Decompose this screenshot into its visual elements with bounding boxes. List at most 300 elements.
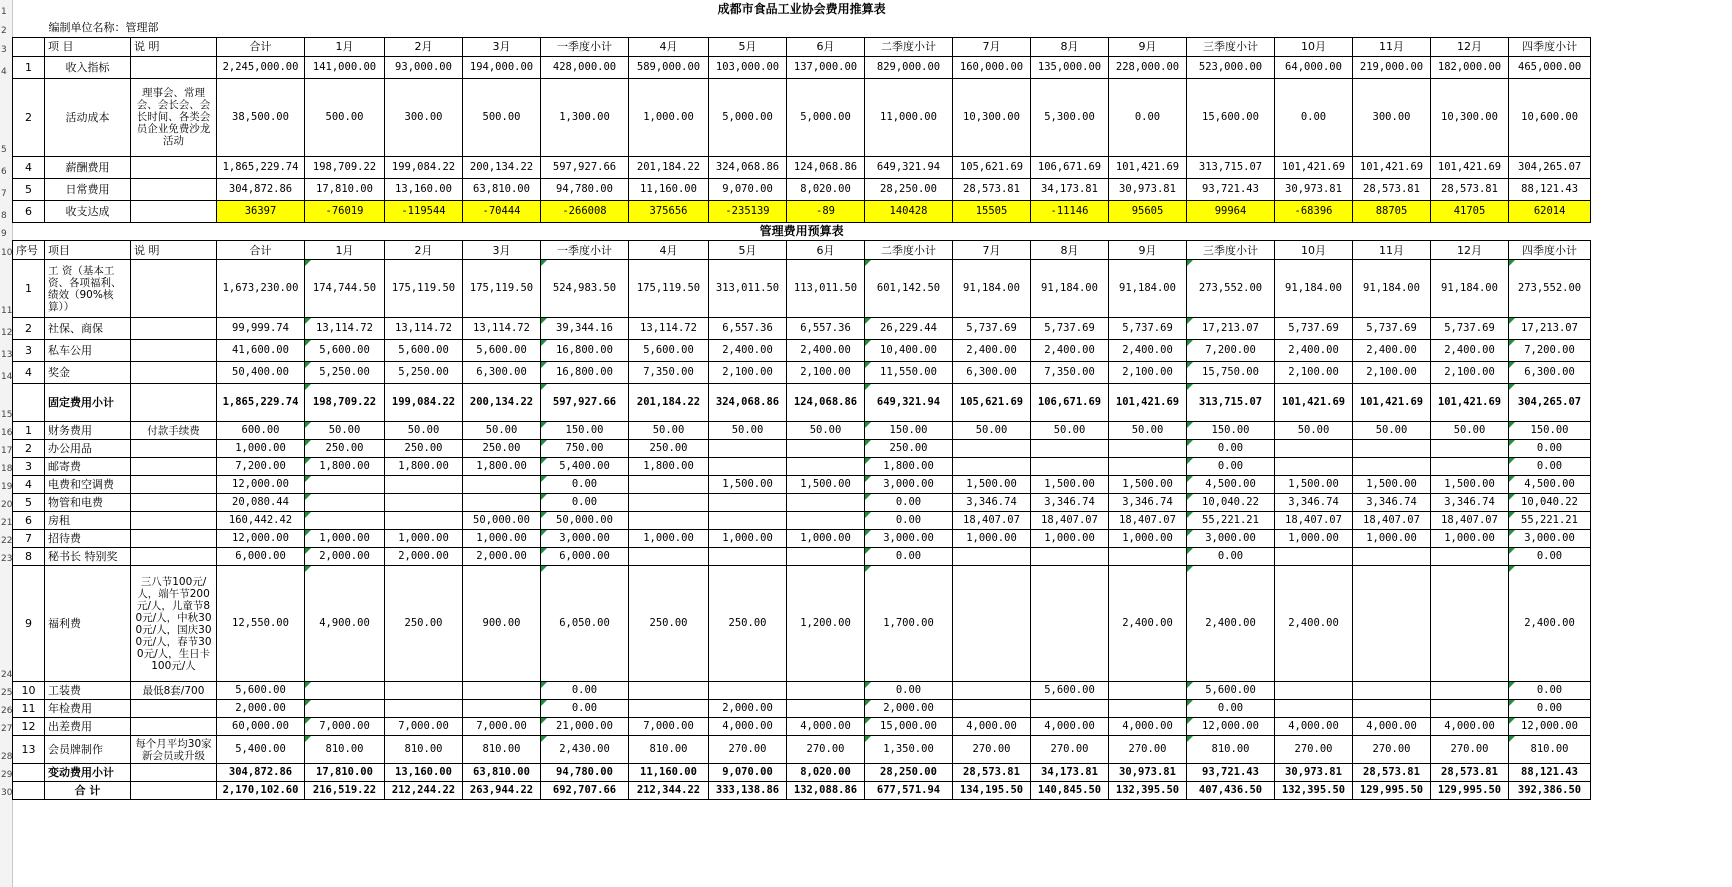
row-number[interactable]: 19 xyxy=(1,482,13,492)
header-cell[interactable]: 三季度小计 xyxy=(1187,37,1275,56)
value-cell[interactable]: 6,000.00 xyxy=(217,548,305,566)
value-cell[interactable] xyxy=(1275,440,1353,458)
row-number[interactable]: 30 xyxy=(1,788,13,798)
value-cell[interactable]: 263,944.22 xyxy=(463,782,541,800)
value-cell[interactable]: 1,350.00 xyxy=(865,736,953,764)
value-cell[interactable] xyxy=(953,566,1031,682)
value-cell[interactable]: 200,134.22 xyxy=(463,156,541,178)
seq-cell[interactable]: 1 xyxy=(13,422,45,440)
value-cell[interactable] xyxy=(787,700,865,718)
seq-cell[interactable]: 1 xyxy=(13,260,45,318)
seq-cell[interactable]: 6 xyxy=(13,200,45,222)
value-cell[interactable]: 50.00 xyxy=(787,422,865,440)
value-cell[interactable]: 270.00 xyxy=(1431,736,1509,764)
value-cell[interactable]: 201,184.22 xyxy=(629,384,709,422)
value-cell[interactable] xyxy=(1275,548,1353,566)
value-cell[interactable]: 313,715.07 xyxy=(1187,156,1275,178)
header-cell[interactable]: 10月 xyxy=(1275,37,1353,56)
item-cell[interactable]: 收支达成 xyxy=(45,200,131,222)
row-number[interactable]: 17 xyxy=(1,446,13,456)
value-cell[interactable]: 99964 xyxy=(1187,200,1275,222)
value-cell[interactable] xyxy=(1353,566,1431,682)
item-cell[interactable]: 日常费用 xyxy=(45,178,131,200)
value-cell[interactable]: 0.00 xyxy=(1509,458,1591,476)
value-cell[interactable]: 5,400.00 xyxy=(541,458,629,476)
value-cell[interactable]: 829,000.00 xyxy=(865,56,953,78)
header-cell[interactable]: 1月 xyxy=(305,37,385,56)
value-cell[interactable] xyxy=(1431,700,1509,718)
item-cell[interactable]: 出差费用 xyxy=(45,718,131,736)
value-cell[interactable]: 1,673,230.00 xyxy=(217,260,305,318)
header-cell[interactable]: 2月 xyxy=(385,241,463,260)
value-cell[interactable]: 18,407.07 xyxy=(1109,512,1187,530)
value-cell[interactable]: 28,573.81 xyxy=(1431,178,1509,200)
value-cell[interactable] xyxy=(709,548,787,566)
value-cell[interactable]: 11,000.00 xyxy=(865,78,953,156)
value-cell[interactable]: 2,400.00 xyxy=(1109,566,1187,682)
value-cell[interactable]: 250.00 xyxy=(305,440,385,458)
value-cell[interactable]: 17,810.00 xyxy=(305,178,385,200)
header-cell[interactable]: 合计 xyxy=(217,37,305,56)
value-cell[interactable] xyxy=(629,512,709,530)
value-cell[interactable]: 1,500.00 xyxy=(709,476,787,494)
seq-cell[interactable]: 9 xyxy=(13,566,45,682)
value-cell[interactable]: 5,300.00 xyxy=(1031,78,1109,156)
value-cell[interactable]: 3,346.74 xyxy=(1431,494,1509,512)
value-cell[interactable]: 523,000.00 xyxy=(1187,56,1275,78)
value-cell[interactable]: 228,000.00 xyxy=(1109,56,1187,78)
value-cell[interactable]: 34,173.81 xyxy=(1031,764,1109,782)
row-number[interactable]: 16 xyxy=(1,428,13,438)
value-cell[interactable]: -266008 xyxy=(541,200,629,222)
value-cell[interactable]: 0.00 xyxy=(1275,78,1353,156)
value-cell[interactable]: 1,000.00 xyxy=(1275,530,1353,548)
header-cell[interactable]: 2月 xyxy=(385,37,463,56)
value-cell[interactable]: 270.00 xyxy=(1109,736,1187,764)
value-cell[interactable]: 0.00 xyxy=(865,494,953,512)
empty-cell[interactable] xyxy=(1431,18,1509,37)
item-cell[interactable]: 电费和空调费 xyxy=(45,476,131,494)
value-cell[interactable] xyxy=(1431,682,1509,700)
value-cell[interactable]: 0.00 xyxy=(1109,78,1187,156)
note-cell[interactable]: 付款手续费 xyxy=(131,422,217,440)
value-cell[interactable]: 2,400.00 xyxy=(1431,340,1509,362)
value-cell[interactable]: 50,000.00 xyxy=(463,512,541,530)
value-cell[interactable]: 649,321.94 xyxy=(865,384,953,422)
note-cell[interactable] xyxy=(131,156,217,178)
value-cell[interactable]: 300.00 xyxy=(1353,78,1431,156)
header-cell[interactable]: 9月 xyxy=(1109,241,1187,260)
value-cell[interactable]: 91,184.00 xyxy=(1431,260,1509,318)
value-cell[interactable]: 1,700.00 xyxy=(865,566,953,682)
item-cell[interactable]: 房租 xyxy=(45,512,131,530)
value-cell[interactable]: 3,000.00 xyxy=(865,476,953,494)
value-cell[interactable]: 5,000.00 xyxy=(709,78,787,156)
value-cell[interactable]: 30,973.81 xyxy=(1275,764,1353,782)
value-cell[interactable]: 91,184.00 xyxy=(953,260,1031,318)
value-cell[interactable]: 91,184.00 xyxy=(1031,260,1109,318)
value-cell[interactable]: 175,119.50 xyxy=(629,260,709,318)
value-cell[interactable]: 4,500.00 xyxy=(1187,476,1275,494)
empty-cell[interactable] xyxy=(709,18,787,37)
value-cell[interactable] xyxy=(305,700,385,718)
value-cell[interactable]: 93,721.43 xyxy=(1187,178,1275,200)
header-cell[interactable]: 7月 xyxy=(953,241,1031,260)
value-cell[interactable] xyxy=(463,476,541,494)
note-cell[interactable] xyxy=(131,318,217,340)
value-cell[interactable]: 4,000.00 xyxy=(1031,718,1109,736)
item-cell[interactable]: 工 资（基本工资、各项福利、绩效（90%核算）） xyxy=(45,260,131,318)
value-cell[interactable]: 16,800.00 xyxy=(541,340,629,362)
value-cell[interactable]: 50.00 xyxy=(1353,422,1431,440)
value-cell[interactable]: 0.00 xyxy=(1187,700,1275,718)
value-cell[interactable]: 428,000.00 xyxy=(541,56,629,78)
value-cell[interactable]: 134,195.50 xyxy=(953,782,1031,800)
value-cell[interactable]: 5,737.69 xyxy=(1031,318,1109,340)
value-cell[interactable]: 3,000.00 xyxy=(1509,530,1591,548)
value-cell[interactable]: 2,400.00 xyxy=(953,340,1031,362)
value-cell[interactable] xyxy=(1031,548,1109,566)
header-cell[interactable]: 项 目 xyxy=(45,37,131,56)
value-cell[interactable]: 2,100.00 xyxy=(1109,362,1187,384)
value-cell[interactable]: 50.00 xyxy=(629,422,709,440)
empty-cell[interactable] xyxy=(385,18,463,37)
value-cell[interactable]: 175,119.50 xyxy=(385,260,463,318)
value-cell[interactable]: 0.00 xyxy=(1187,440,1275,458)
value-cell[interactable]: 270.00 xyxy=(709,736,787,764)
value-cell[interactable]: 194,000.00 xyxy=(463,56,541,78)
value-cell[interactable] xyxy=(709,458,787,476)
value-cell[interactable]: 160,442.42 xyxy=(217,512,305,530)
header-cell[interactable]: 项目 xyxy=(45,241,131,260)
value-cell[interactable]: 21,000.00 xyxy=(541,718,629,736)
value-cell[interactable]: 2,000.00 xyxy=(217,700,305,718)
value-cell[interactable]: 0.00 xyxy=(1187,458,1275,476)
value-cell[interactable] xyxy=(629,682,709,700)
seq-cell[interactable]: 4 xyxy=(13,362,45,384)
value-cell[interactable] xyxy=(1353,458,1431,476)
value-cell[interactable]: 12,000.00 xyxy=(1509,718,1591,736)
value-cell[interactable]: 3,346.74 xyxy=(1353,494,1431,512)
value-cell[interactable]: 99,999.74 xyxy=(217,318,305,340)
value-cell[interactable]: 0.00 xyxy=(541,682,629,700)
value-cell[interactable]: 10,600.00 xyxy=(1509,78,1591,156)
value-cell[interactable]: 2,100.00 xyxy=(787,362,865,384)
value-cell[interactable]: 750.00 xyxy=(541,440,629,458)
item-cell[interactable]: 奖金 xyxy=(45,362,131,384)
empty-cell[interactable] xyxy=(463,18,541,37)
value-cell[interactable]: 174,744.50 xyxy=(305,260,385,318)
value-cell[interactable]: 324,068.86 xyxy=(709,156,787,178)
value-cell[interactable]: 2,000.00 xyxy=(463,548,541,566)
row-number[interactable]: 9 xyxy=(1,229,7,239)
value-cell[interactable]: 8,020.00 xyxy=(787,764,865,782)
value-cell[interactable]: 198,709.22 xyxy=(305,384,385,422)
seq-cell[interactable]: 5 xyxy=(13,494,45,512)
empty-cell[interactable] xyxy=(953,18,1031,37)
value-cell[interactable] xyxy=(1109,682,1187,700)
header-seq[interactable] xyxy=(13,37,45,56)
value-cell[interactable]: 2,000.00 xyxy=(385,548,463,566)
header-cell[interactable]: 5月 xyxy=(709,37,787,56)
seq-cell[interactable]: 12 xyxy=(13,718,45,736)
value-cell[interactable]: 3,000.00 xyxy=(541,530,629,548)
value-cell[interactable]: 15505 xyxy=(953,200,1031,222)
value-cell[interactable]: 199,084.22 xyxy=(385,384,463,422)
value-cell[interactable]: 132,395.50 xyxy=(1109,782,1187,800)
value-cell[interactable]: 6,557.36 xyxy=(709,318,787,340)
value-cell[interactable]: 2,400.00 xyxy=(709,340,787,362)
value-cell[interactable]: 2,400.00 xyxy=(1275,566,1353,682)
value-cell[interactable]: 1,500.00 xyxy=(1109,476,1187,494)
empty-cell[interactable] xyxy=(217,18,305,37)
value-cell[interactable]: 2,400.00 xyxy=(1031,340,1109,362)
value-cell[interactable]: 2,400.00 xyxy=(1187,566,1275,682)
value-cell[interactable]: 3,346.74 xyxy=(1031,494,1109,512)
value-cell[interactable] xyxy=(709,494,787,512)
value-cell[interactable]: 1,000.00 xyxy=(953,530,1031,548)
row-number[interactable]: 14 xyxy=(1,372,13,382)
value-cell[interactable] xyxy=(787,458,865,476)
value-cell[interactable]: 55,221.21 xyxy=(1509,512,1591,530)
value-cell[interactable]: 273,552.00 xyxy=(1187,260,1275,318)
row-number[interactable]: 27 xyxy=(1,724,13,734)
empty-cell[interactable] xyxy=(541,18,629,37)
note-cell[interactable] xyxy=(131,782,217,800)
value-cell[interactable]: 199,084.22 xyxy=(385,156,463,178)
value-cell[interactable]: 7,200.00 xyxy=(217,458,305,476)
value-cell[interactable]: 250.00 xyxy=(629,566,709,682)
value-cell[interactable]: -119544 xyxy=(385,200,463,222)
value-cell[interactable]: 50.00 xyxy=(1031,422,1109,440)
header-cell[interactable]: 10月 xyxy=(1275,241,1353,260)
value-cell[interactable]: 6,050.00 xyxy=(541,566,629,682)
row-number[interactable]: 8 xyxy=(1,211,7,221)
value-cell[interactable]: 1,865,229.74 xyxy=(217,384,305,422)
value-cell[interactable]: 7,350.00 xyxy=(1031,362,1109,384)
value-cell[interactable] xyxy=(463,682,541,700)
value-cell[interactable]: 94,780.00 xyxy=(541,178,629,200)
value-cell[interactable]: 5,600.00 xyxy=(1187,682,1275,700)
value-cell[interactable]: 124,068.86 xyxy=(787,384,865,422)
value-cell[interactable]: 597,927.66 xyxy=(541,156,629,178)
value-cell[interactable]: 1,800.00 xyxy=(385,458,463,476)
value-cell[interactable]: 500.00 xyxy=(305,78,385,156)
value-cell[interactable]: 200,134.22 xyxy=(463,384,541,422)
value-cell[interactable]: 101,421.69 xyxy=(1275,156,1353,178)
header-cell[interactable]: 12月 xyxy=(1431,37,1509,56)
value-cell[interactable]: 12,550.00 xyxy=(217,566,305,682)
value-cell[interactable]: -89 xyxy=(787,200,865,222)
empty-cell[interactable] xyxy=(629,18,709,37)
value-cell[interactable]: 150.00 xyxy=(865,422,953,440)
value-cell[interactable]: 101,421.69 xyxy=(1109,156,1187,178)
item-cell[interactable]: 年检费用 xyxy=(45,700,131,718)
value-cell[interactable]: 270.00 xyxy=(1353,736,1431,764)
empty-cell[interactable] xyxy=(787,18,865,37)
value-cell[interactable]: 216,519.22 xyxy=(305,782,385,800)
note-cell[interactable] xyxy=(131,200,217,222)
note-cell[interactable]: 三八节100元/人，端午节200元/人，儿童节80元/人，中秋300元/人，国庆300元/人，春节300元/人，生日卡100元/人 xyxy=(131,566,217,682)
value-cell[interactable]: 1,000.00 xyxy=(217,440,305,458)
header-cell[interactable]: 二季度小计 xyxy=(865,241,953,260)
value-cell[interactable]: 18,407.07 xyxy=(953,512,1031,530)
value-cell[interactable]: 597,927.66 xyxy=(541,384,629,422)
value-cell[interactable]: 8,020.00 xyxy=(787,178,865,200)
value-cell[interactable]: 9,070.00 xyxy=(709,178,787,200)
value-cell[interactable] xyxy=(709,682,787,700)
note-cell[interactable]: 理事会、常理会、会长会、会长时间、各类会员企业免费沙龙活动 xyxy=(131,78,217,156)
value-cell[interactable]: 810.00 xyxy=(385,736,463,764)
seq-cell[interactable]: 13 xyxy=(13,736,45,764)
value-cell[interactable]: 20,080.44 xyxy=(217,494,305,512)
value-cell[interactable]: 810.00 xyxy=(1509,736,1591,764)
header-cell[interactable]: 说 明 xyxy=(131,241,217,260)
header-cell[interactable]: 1月 xyxy=(305,241,385,260)
item-cell[interactable]: 私车公用 xyxy=(45,340,131,362)
value-cell[interactable]: 465,000.00 xyxy=(1509,56,1591,78)
value-cell[interactable]: 18,407.07 xyxy=(1431,512,1509,530)
value-cell[interactable] xyxy=(629,494,709,512)
value-cell[interactable] xyxy=(1031,700,1109,718)
value-cell[interactable]: 11,160.00 xyxy=(629,178,709,200)
value-cell[interactable]: 0.00 xyxy=(1509,700,1591,718)
seq-cell[interactable] xyxy=(13,782,45,800)
value-cell[interactable]: 10,300.00 xyxy=(1431,78,1509,156)
value-cell[interactable] xyxy=(1031,458,1109,476)
value-cell[interactable] xyxy=(305,476,385,494)
value-cell[interactable]: 17,213.07 xyxy=(1187,318,1275,340)
header-cell[interactable]: 7月 xyxy=(953,37,1031,56)
value-cell[interactable]: 407,436.50 xyxy=(1187,782,1275,800)
header-cell[interactable]: 四季度小计 xyxy=(1509,241,1591,260)
value-cell[interactable]: 113,011.50 xyxy=(787,260,865,318)
value-cell[interactable]: 7,350.00 xyxy=(629,362,709,384)
note-cell[interactable] xyxy=(131,56,217,78)
value-cell[interactable]: 4,500.00 xyxy=(1509,476,1591,494)
seq-cell[interactable]: 3 xyxy=(13,340,45,362)
value-cell[interactable]: 810.00 xyxy=(305,736,385,764)
value-cell[interactable]: 106,671.69 xyxy=(1031,156,1109,178)
value-cell[interactable]: 150.00 xyxy=(1509,422,1591,440)
value-cell[interactable] xyxy=(385,512,463,530)
value-cell[interactable]: 2,400.00 xyxy=(1509,566,1591,682)
note-cell[interactable] xyxy=(131,458,217,476)
value-cell[interactable]: 6,300.00 xyxy=(953,362,1031,384)
value-cell[interactable]: 1,000.00 xyxy=(787,530,865,548)
value-cell[interactable]: 10,300.00 xyxy=(953,78,1031,156)
row-number[interactable]: 13 xyxy=(1,350,13,360)
value-cell[interactable]: 1,000.00 xyxy=(709,530,787,548)
value-cell[interactable]: 273,552.00 xyxy=(1509,260,1591,318)
value-cell[interactable]: 0.00 xyxy=(1509,548,1591,566)
value-cell[interactable]: 1,000.00 xyxy=(1431,530,1509,548)
item-cell[interactable]: 招待费 xyxy=(45,530,131,548)
row-number[interactable]: 12 xyxy=(1,328,13,338)
value-cell[interactable]: 105,621.69 xyxy=(953,384,1031,422)
value-cell[interactable]: 132,088.86 xyxy=(787,782,865,800)
value-cell[interactable]: 1,800.00 xyxy=(865,458,953,476)
value-cell[interactable]: 5,600.00 xyxy=(629,340,709,362)
value-cell[interactable]: 7,000.00 xyxy=(629,718,709,736)
value-cell[interactable]: 9,070.00 xyxy=(709,764,787,782)
seq-cell[interactable]: 1 xyxy=(13,56,45,78)
value-cell[interactable]: 150.00 xyxy=(1187,422,1275,440)
value-cell[interactable] xyxy=(1109,458,1187,476)
value-cell[interactable]: 212,344.22 xyxy=(629,782,709,800)
value-cell[interactable]: 12,000.00 xyxy=(217,476,305,494)
row-number[interactable]: 28 xyxy=(1,752,13,762)
note-cell[interactable] xyxy=(131,700,217,718)
value-cell[interactable]: 4,000.00 xyxy=(787,718,865,736)
value-cell[interactable]: 41,600.00 xyxy=(217,340,305,362)
item-cell[interactable]: 薪酬费用 xyxy=(45,156,131,178)
value-cell[interactable]: 13,160.00 xyxy=(385,178,463,200)
value-cell[interactable]: -235139 xyxy=(709,200,787,222)
note-cell[interactable] xyxy=(131,384,217,422)
value-cell[interactable]: 4,000.00 xyxy=(1353,718,1431,736)
value-cell[interactable]: 250.00 xyxy=(865,440,953,458)
header-cell[interactable]: 序号 xyxy=(13,241,45,260)
item-cell[interactable]: 收入指标 xyxy=(45,56,131,78)
value-cell[interactable]: 2,100.00 xyxy=(1275,362,1353,384)
value-cell[interactable]: 524,983.50 xyxy=(541,260,629,318)
value-cell[interactable]: 1,500.00 xyxy=(1431,476,1509,494)
value-cell[interactable]: 36397 xyxy=(217,200,305,222)
item-cell[interactable]: 变动费用小计 xyxy=(45,764,131,782)
value-cell[interactable]: 13,114.72 xyxy=(305,318,385,340)
note-cell[interactable] xyxy=(131,440,217,458)
value-cell[interactable]: 12,000.00 xyxy=(1187,718,1275,736)
value-cell[interactable]: 1,500.00 xyxy=(1275,476,1353,494)
row-number[interactable]: 26 xyxy=(1,706,13,716)
value-cell[interactable]: 649,321.94 xyxy=(865,156,953,178)
value-cell[interactable]: 16,800.00 xyxy=(541,362,629,384)
value-cell[interactable]: 5,600.00 xyxy=(305,340,385,362)
value-cell[interactable]: 3,346.74 xyxy=(1109,494,1187,512)
value-cell[interactable]: 94,780.00 xyxy=(541,764,629,782)
value-cell[interactable]: 5,600.00 xyxy=(463,340,541,362)
header-cell[interactable]: 11月 xyxy=(1353,241,1431,260)
value-cell[interactable]: 2,100.00 xyxy=(1353,362,1431,384)
value-cell[interactable]: 6,300.00 xyxy=(1509,362,1591,384)
value-cell[interactable]: 601,142.50 xyxy=(865,260,953,318)
value-cell[interactable]: 106,671.69 xyxy=(1031,384,1109,422)
value-cell[interactable] xyxy=(385,682,463,700)
note-cell[interactable] xyxy=(131,476,217,494)
value-cell[interactable]: 300.00 xyxy=(385,78,463,156)
value-cell[interactable]: 1,500.00 xyxy=(787,476,865,494)
row-number[interactable]: 5 xyxy=(1,145,7,155)
value-cell[interactable]: 270.00 xyxy=(1031,736,1109,764)
value-cell[interactable]: 0.00 xyxy=(541,700,629,718)
item-cell[interactable]: 办公用品 xyxy=(45,440,131,458)
row-number[interactable]: 10 xyxy=(1,248,13,258)
value-cell[interactable]: 5,250.00 xyxy=(385,362,463,384)
value-cell[interactable] xyxy=(787,548,865,566)
value-cell[interactable] xyxy=(385,494,463,512)
value-cell[interactable]: 50.00 xyxy=(305,422,385,440)
empty-cell[interactable] xyxy=(865,18,953,37)
item-cell[interactable]: 工装费 xyxy=(45,682,131,700)
value-cell[interactable]: 304,265.07 xyxy=(1509,384,1591,422)
value-cell[interactable]: 0.00 xyxy=(541,476,629,494)
empty-cell[interactable] xyxy=(1031,18,1109,37)
value-cell[interactable]: 4,000.00 xyxy=(1275,718,1353,736)
value-cell[interactable]: 324,068.86 xyxy=(709,384,787,422)
item-cell[interactable]: 社保、商保 xyxy=(45,318,131,340)
value-cell[interactable]: 150.00 xyxy=(541,422,629,440)
